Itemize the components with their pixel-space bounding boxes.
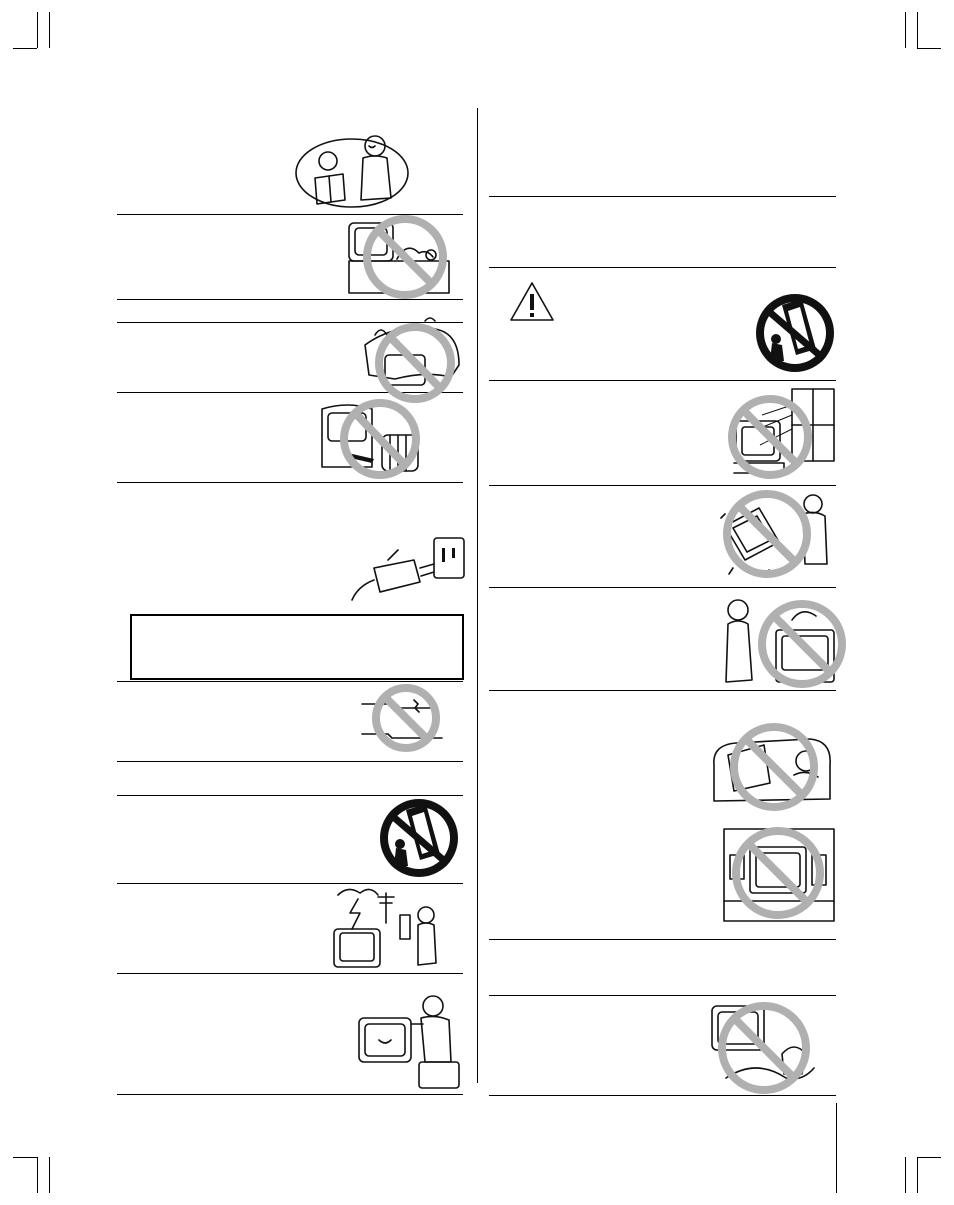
no-cart-tip-over-icon — [378, 798, 460, 878]
no-covering-vents-icon — [355, 315, 465, 403]
no-damaged-cord-icon — [358, 682, 448, 754]
no-objects-on-tv-icon — [722, 590, 840, 688]
polarized-plug-outlet-icon — [348, 530, 468, 608]
no-cart-tip-over-right-icon — [754, 293, 836, 373]
lightning-antenna-icon — [330, 885, 448, 971]
column-divider — [477, 108, 478, 1083]
page-edge-line — [836, 1103, 837, 1193]
person-carrying-tv-icon — [355, 990, 463, 1092]
no-water-near-tv-icon — [706, 998, 822, 1094]
no-dropping-tv-icon — [717, 488, 833, 582]
warning-exclamation-icon — [508, 280, 556, 324]
no-direct-sunlight-icon — [722, 385, 836, 479]
no-tv-on-sofa-icon — [706, 715, 834, 811]
notice-box — [130, 614, 464, 680]
people-reading-manual-icon — [295, 128, 410, 210]
no-liquid-on-tv-icon — [345, 215, 453, 299]
no-heater-near-tv-icon — [318, 395, 430, 479]
no-enclosed-cabinet-icon — [718, 825, 838, 925]
